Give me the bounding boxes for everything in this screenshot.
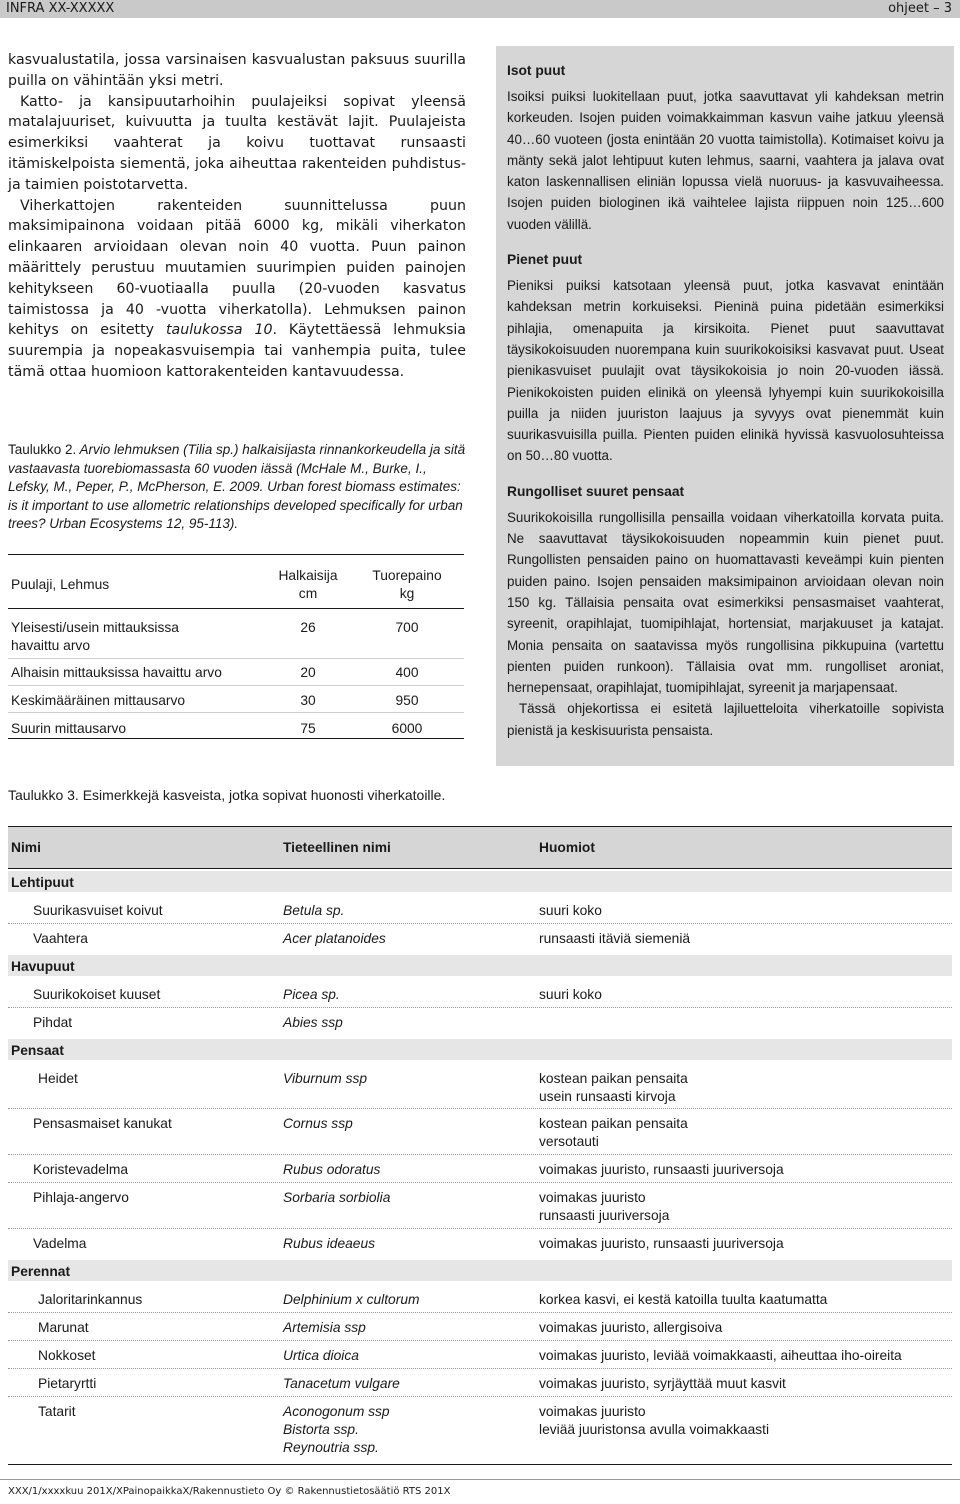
category-band [8,871,952,892]
row-divider [8,1007,952,1008]
sidebar-heading-shrubs: Rungolliset suuret pensaat [507,483,685,499]
table-3-header-notes: Huomiot [539,840,595,855]
table-2-row-label-2: havaittu arvo [11,638,90,653]
plant-name: Koristevadelma [33,1162,129,1177]
plant-name: Pihlaja-angervo [33,1190,129,1205]
footer-rule [0,1479,960,1480]
plant-note: voimakas juuristo [539,1190,646,1205]
table-2-header-diameter-unit: cm [298,586,318,601]
plant-scientific: Urtica dioica [283,1348,359,1363]
sidebar-heading-large-trees: Isot puut [507,63,566,78]
table-3 [8,826,952,1466]
plant-note: voimakas juuristo, runsaasti juuriversoja [539,1236,784,1251]
plant-note: voimakas juuristo, allergisoiva [539,1320,723,1335]
category-conifers: Havupuut [11,959,75,974]
table-2-row-diameter: 75 [300,721,316,736]
paragraph-2: Katto- ja kansipuutarhoihin puulajeiksi sopivat yleensä matalajuuriset, kuivuutta ja tuulta kestävät lajit. Puulajeista esimerkiksi vaahterat ja koivu tuottavat runsaasti itämiskelpoista siementä, joka aiheuttaa rakenteiden puhdistus- ja taimien poistotarvetta. [8,93,466,193]
table-2-row-diameter: 26 [300,620,316,635]
plant-name: Tatarit [38,1404,76,1419]
sidebar-heading-small-trees: Pienet puut [507,252,583,268]
table-2-row-weight: 950 [395,693,419,708]
table-2-caption [8,441,466,534]
paragraph-3-text-b: . Käytettäessä lehmuksia suurempia ja nopeakasvuisempia tai vanhempia puita, tulee tämä ottaa huomioon kattorakenteiden kantavuudessa. [8,322,466,380]
plant-scientific: Picea sp. [283,987,340,1002]
table-2-header-diameter: Halkaisija [278,568,338,583]
category-band [8,1260,952,1281]
plant-name: Nokkoset [38,1348,96,1363]
plant-note: kostean paikan pensaita [539,1116,688,1131]
plant-name: Marunat [38,1320,89,1335]
plant-note-2: versotauti [539,1134,599,1149]
category-shrubs: Pensaat [11,1043,64,1058]
plant-scientific: Tanacetum vulgare [283,1376,400,1391]
plant-name: Jaloritarinkannus [38,1292,143,1307]
sidebar-text-shrubs-note: Tässä ohjekortissa ei esitetä lajiluetteloita viherkatoille sopivista pienistä ja keskisuurista pensaista. [507,701,944,738]
table-2-row-label: Keskimääräinen mittausarvo [11,693,186,708]
row-divider [8,1368,952,1369]
row-divider [8,1340,952,1341]
row-divider [8,1154,952,1155]
plant-note: suuri koko [539,987,602,1002]
info-sidebar [496,46,954,766]
plant-name: Pietaryrtti [38,1376,97,1391]
sidebar-text-shrubs: Suurikokoisilla rungollisilla pensailla voidaan viherkatoilla korvata puita. Ne saavuttavat täysikokoisuuden nopeammin kuin pienet puut. Rungollisten pensaiden paino on huomattavasti keveämpi kuin pienten puiden paino. Isojen pensaiden maksimipainon arvioidaan olevan noin 150 kg. Tällaisia pensaita ovat esimerkiksi pensasmaiset vaahterat, syreenit, orapihlajat, tuomipihlajat, hortensiat, marjakuuset ja katajat. Monia pensaita on saatavissa myös rungollisina pikkupuina (vartettu pienten puiden runkoon). Tällaisia ovat mm. rungolliset aroniat, hernepensaat, orapihlajat, tuomipihlajat, syreenit ja marjapensaat. [507,509,944,696]
category-deciduous: Lehtipuut [11,875,74,890]
plant-name: Pensasmaiset kanukat [33,1116,172,1131]
table-reference: taulukossa 10 [165,322,273,339]
row-divider [8,685,464,686]
category-band [8,1039,952,1060]
plant-scientific: Viburnum ssp [283,1071,368,1086]
table-2-row-label: Suurin mittausarvo [11,721,127,736]
plant-name: Suurikokoiset kuuset [33,987,161,1002]
table-2-top-rule [8,554,464,555]
paragraph-1: kasvualustatila, jossa varsinaisen kasvualustan paksuus suurilla puilla on vähintään yksi metri. [8,52,466,89]
plant-name: Vadelma [33,1236,87,1251]
plant-note: korkea kasvi, ei kestä katoilla tuulta kaatumatta [539,1292,828,1307]
plant-note-2: usein runsaasti kirvoja [539,1089,676,1104]
row-divider [8,1228,952,1229]
table-2-header-weight-unit: kg [399,586,415,601]
row-divider [8,1312,952,1313]
row-divider [8,923,952,924]
table-3-header-name: Nimi [11,840,41,855]
category-perennials: Perennat [11,1264,71,1279]
plant-note: kostean paikan pensaita [539,1071,688,1086]
plant-scientific: Rubus odoratus [283,1162,381,1177]
paragraph-3-text-a: Viherkattojen rakenteiden suunnittelussa puun maksimipainona voidaan pitää 6000 kg, mikäli viherkaton elinkaaren arvioidaan olevan noin 40 vuotta. Puun painon määrittely perustuu muutamien suurimpien puiden painojen kehitykseen 60-vuotiaalla puulla (20-vuoden kasvatus taimistossa ja 40 -vuotta viherkatolla). Lehmuksen painon kehitys on esitetty [8,197,466,339]
table-2-header-species: Puulaji, Lehmus [11,577,110,592]
plant-note: suuri koko [539,903,602,918]
page-footer: XXX/1/xxxxkuu 201X/XPainopaikkaX/Rakennustieto Oy © Rakennustietosäätiö RTS 201X [8,1486,451,1497]
plant-scientific: Delphinium x cultorum [283,1292,420,1307]
row-divider [8,658,464,659]
table-2-row-weight: 700 [395,620,419,635]
plant-name: Pihdat [33,1015,73,1030]
sidebar-text-large-trees: Isoiksi puiksi luokitellaan puut, jotka saavuttavat yli kahdeksan metrin korkeuden. Isojen puiden voimakkaimman kasvun vaihe jatkuu yleensä 40…60 vuoteen (josta enintään 20 vuotta taimistolla). Kotimaiset koivu ja mänty sekä jalot lehtipuut kuten lehmus, saarni, vaahtera ja jalava ovat katon laskennallisen eliniän lopussa vielä nuoruus- ja kasvuvaiheessa. Isojen puiden biologinen ikä vaihtelee lajista riippuen noin 125…600 vuoden välillä. [507,89,944,232]
plant-scientific: Sorbaria sorbiolia [283,1190,391,1205]
table-2-bottom-rule [8,738,464,739]
plant-note-2: runsaasti juuriversoja [539,1208,670,1223]
table-2-row-weight: 6000 [391,721,423,736]
plant-scientific: Aconogonum ssp [283,1404,390,1419]
page-header [0,0,960,18]
plant-name: Heidet [38,1071,78,1086]
plant-scientific: Rubus ideaeus [283,1236,376,1251]
row-divider [8,1108,952,1109]
table-3-header-scientific: Tieteellinen nimi [283,840,391,855]
plant-note: voimakas juuristo, leviää voimakkaasti, aiheuttaa iho-oireita [539,1348,902,1363]
table-2-header-weight: Tuorepaino [372,568,442,583]
table-2-row-label: Yleisesti/usein mittauksissa [11,620,179,635]
plant-scientific: Abies ssp [283,1015,343,1030]
table-2-row-weight: 400 [395,665,419,680]
plant-note: voimakas juuristo, runsaasti juuriversoja [539,1162,784,1177]
sidebar-text-small-trees: Pieniksi puiksi katsotaan yleensä puut, jotka kasvavat enintään kahdeksan metrin korkuiseksi. Pieninä puina pidetään esimerkiksi pihlajia, omenapuita ja kirsikoita. Pienet puut saavuttavat täysikokoisuuden nuorempana kuin suurikokoisiksi kasvavat puut. Useat pienikasvuiset puulajit ovat täysikokoisia jo noin 20-vuoden iässä. Pienikokoisten puiden elinikä on yleensä lyhyempi kuin suurikokoisilla puilla ja niiden juuriston laajuus ja syvyys ovat pienemmät kuin suurikasvuisilla puilla. Pienten puiden elinikä hyvissä kasvuolosuhteissa on 50…80 vuotta. [507,278,944,464]
table-2-row-diameter: 30 [300,693,316,708]
plant-name: Suurikasvuiset koivut [33,903,163,918]
plant-note: runsaasti itäviä siemeniä [539,931,691,946]
row-divider [8,1182,952,1183]
page-label: ohjeet – 3 [888,1,952,16]
table-3-caption [8,786,445,804]
paragraph-3 [8,196,466,383]
plant-scientific: Cornus ssp [283,1116,353,1131]
table-2-row-label: Alhaisin mittauksissa havaittu arvo [11,665,222,680]
table-3-bottom-rule [8,1464,952,1465]
table-2-label: Taulukko 2. [8,442,77,457]
table-3-label: Taulukko 3. [8,787,79,803]
plant-note: voimakas juuristo [539,1404,646,1419]
table-3-header-bar [8,826,952,868]
table-2-row-diameter: 20 [300,665,316,680]
plant-scientific: Betula sp. [283,903,345,918]
table-2-caption-text: Arvio lehmuksen (Tilia sp.) halkaisijasta rinnankorkeudella ja sitä vastaavasta tuorebiomassasta 60 vuoden iässä (McHale M., Burke, I., Lefsky, M., Peper, P., McPherson, E. 2009. Urban forest biomass estimates: is it important to use allometric relationships developed specifically for urban trees? Urban Ecosystems 12, 95-113). [8,442,466,532]
table-3-caption-text: Esimerkkejä kasveista, jotka sopivat huonosti viherkatoille. [78,787,446,803]
table-2-header-rule [8,608,464,609]
plant-scientific: Artemisia ssp [283,1320,366,1335]
row-divider [8,1396,952,1397]
plant-scientific-3: Reynoutria ssp. [283,1440,379,1455]
body-text [8,50,466,383]
plant-note: voimakas juuristo, syrjäyttää muut kasvit [539,1376,786,1391]
category-band [8,955,952,976]
plant-note-2: leviää juuristonsa avulla voimakkaasti [539,1422,770,1437]
doc-code: INFRA XX-XXXXX [6,1,115,16]
plant-scientific-2: Bistorta ssp. [283,1422,359,1437]
plant-name: Vaahtera [33,931,88,946]
plant-scientific: Acer platanoides [283,931,386,946]
table-3-header-rule [8,868,952,869]
row-divider [8,712,464,713]
